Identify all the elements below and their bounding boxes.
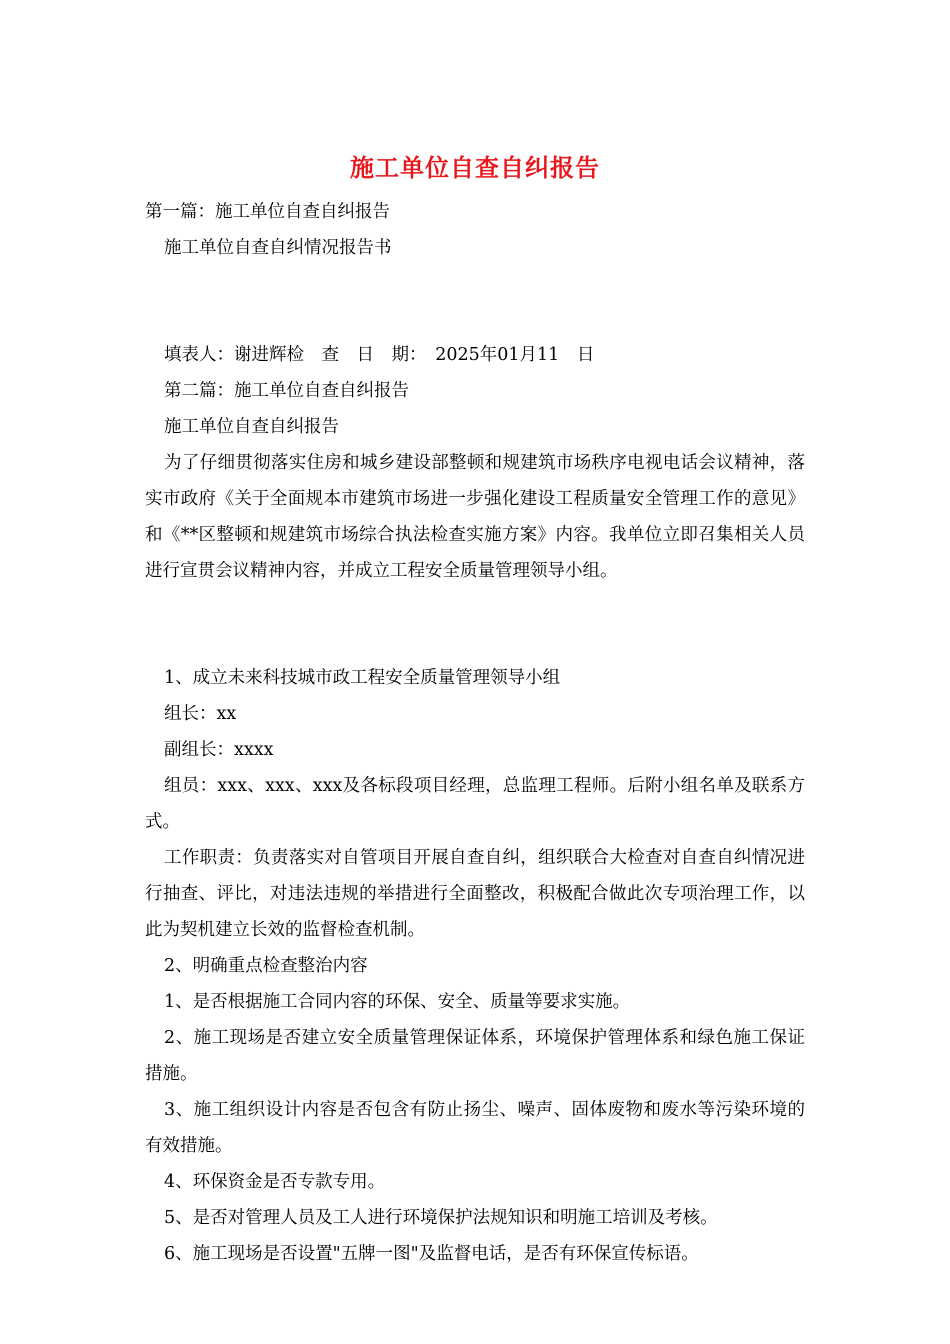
paragraph: 3、施工组织设计内容是否包含有防止扬尘、噪声、固体废物和废水等污染环境的有效措施。 xyxy=(145,1100,805,1156)
paragraph: 1、成立未来科技城市政工程安全质量管理领导小组 xyxy=(164,668,561,688)
paragraph: 第一篇：施工单位自查自纠报告 xyxy=(145,202,390,222)
paragraph: 第二篇：施工单位自查自纠报告 xyxy=(164,381,409,401)
paragraph: 施工单位自查自纠报告 xyxy=(164,417,339,437)
paragraph: 6、施工现场是否设置"五牌一图"及监督电话，是否有环保宣传标语。 xyxy=(164,1244,699,1264)
paragraph: 填表人：谢进辉检 查 日 期： 2025年01月11 日 xyxy=(164,345,595,365)
paragraph: 施工单位自查自纠情况报告书 xyxy=(164,238,392,258)
paragraph: 为了仔细贯彻落实住房和城乡建设部整顿和规建筑市场秩序电视电话会议精神，落实市政府《关于全面规本市建筑市场进一步强化建设工程质量安全管理工作的意见》和《**区整顿和规建筑市场综合执法检查实施方案》内容。我单位立即召集相关人员进行宣贯会议精神内容，并成立工程安全质量管理领导小组。 xyxy=(145,453,805,581)
document-body xyxy=(145,194,805,1272)
paragraph: 2、施工现场是否建立安全质量管理保证体系，环境保护管理体系和绿色施工保证措施。 xyxy=(145,1028,805,1084)
document-title: 施工单位自查自纠报告 xyxy=(350,153,600,182)
paragraph: 5、是否对管理人员及工人进行环境保护法规知识和明施工培训及考核。 xyxy=(164,1208,718,1228)
paragraph: 副组长：xxxx xyxy=(164,740,274,760)
paragraph: 2、明确重点检查整治内容 xyxy=(164,956,368,976)
paragraph: 4、环保资金是否专款专用。 xyxy=(164,1172,386,1192)
blank-line xyxy=(145,607,805,643)
blank-line xyxy=(145,284,805,320)
paragraph: 组长：xx xyxy=(164,704,237,724)
paragraph: 工作职责：负责落实对自管项目开展自查自纠，组织联合大检查对自查自纠情况进行抽查、评比，对违法违规的举措进行全面整改，积极配合做此次专项治理工作，以此为契机建立长效的监督检查机制。 xyxy=(145,848,805,940)
paragraph: 组员：xxx、xxx、xxx及各标段项目经理，总监理工程师。后附小组名单及联系方式。 xyxy=(145,776,805,832)
paragraph: 1、是否根据施工合同内容的环保、安全、质量等要求实施。 xyxy=(164,992,631,1012)
